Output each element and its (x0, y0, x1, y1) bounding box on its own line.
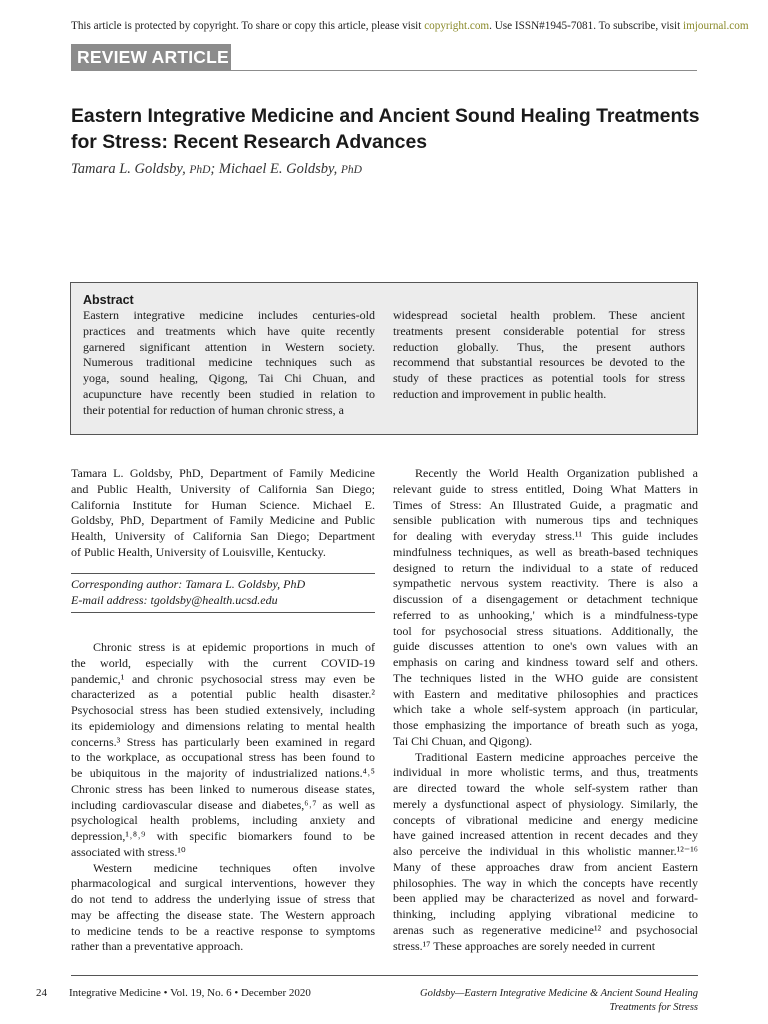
right-body-column (393, 466, 698, 954)
body-line: pandemic,¹ and chronic psychosocial stress may even be (71, 671, 375, 686)
body-line: Chronic stress is at epidemic proportions in much of (93, 640, 375, 654)
article-title (71, 103, 711, 155)
abstract-line: treatments present considerable potential for stress (393, 323, 685, 338)
page-number: 24 (36, 987, 47, 999)
body-line: been applied may be characterized as novel and forward- (393, 891, 698, 906)
body-line: Tai Chi Chuan, and Qigong). (393, 733, 533, 748)
body-line: tool for psychosocial stress situations. Additionally, the (393, 623, 698, 638)
body-line: also perceive the individual in this wholistic manner.¹²⁻¹⁶ (393, 844, 698, 858)
abstract-label: Abstract (83, 293, 134, 307)
subscribe-link[interactable]: imjournal.com (682, 20, 749, 32)
abstract-line: widespread societal health problem. These ancient (393, 308, 685, 322)
body-line: depression,¹˒⁸˒⁹ with specific biomarkers found to be (71, 829, 375, 843)
body-line: referred to as unhooking,' which is a mindfulness-type (393, 607, 698, 622)
body-line: pharmacological and surgical interventions, however they (71, 876, 375, 891)
body-line: which take a whole self-system approach (in particular, (393, 702, 698, 717)
body-line: emphasis on caring and kindness toward self and others. (393, 655, 698, 669)
email-address[interactable]: E-mail address: tgoldsby@health.ucsd.edu (71, 592, 278, 607)
corresponding-info (71, 577, 375, 609)
body-line: Western medicine techniques often involve (93, 860, 375, 875)
journal-info: Integrative Medicine • Vol. 19, No. 6 • December 2020 (69, 987, 311, 999)
header-rule (231, 70, 697, 71)
body-line: thinking, including applying vibrational medicine to (393, 907, 698, 921)
body-line: concepts of vibrational medicine and energy medicine (393, 812, 698, 827)
body-line: associated with stress.¹⁰ (71, 844, 186, 859)
body-line: Traditional Eastern medicine approaches perceive the (415, 749, 698, 764)
body-line: arenas such as regenerative medicine¹² and psychosocial (393, 922, 698, 937)
body-line: Many of these approaches draw from ancient Eastern (393, 859, 698, 874)
body-line: mindfulness techniques, as well as breath-based techniques (393, 544, 698, 559)
corresponding-rule (71, 612, 375, 613)
footer-rule (71, 975, 698, 976)
author-list: Tamara L. Goldsby, PhD; Michael E. Goldsby, PhD (71, 161, 362, 177)
abstract-line: recommend that substantial resources be devoted to the (393, 355, 685, 370)
affiliation-line: and Public Health, University of California San Diego; (71, 481, 375, 496)
body-line: Times of Stress: An Illustrated Guide, a pragmatic and (393, 497, 698, 512)
abstract-line: study of these practices as potential tools for stress (393, 371, 685, 386)
body-line: with Eastern and meditative philosophies and practices (393, 686, 698, 701)
affiliation-line: Health, University of California San Diego; Department (71, 529, 375, 543)
running-title: Goldsby—Eastern Integrative Medicine & Ancient Sound Healing Treatments for Stress (420, 988, 698, 1013)
body-line: guide discusses attention to one's own values with an (393, 639, 698, 654)
body-line: Psychosocial stress has been studied extensively, including (71, 703, 375, 717)
body-line: individual in more wholistic terms, and thus, treatments (393, 765, 698, 780)
body-line: merely a dysfunctional aspect of physiology. Similarly, the (393, 796, 698, 811)
abstract-line: Eastern integrative medicine includes centuries-old (83, 308, 375, 322)
body-line: Chronic stress has been linked to numerous disease states, (71, 781, 375, 796)
body-line: discussion of a disengagement or detachment technique (393, 592, 698, 606)
body-line: do not tend to address the underlying issue of stress that (71, 892, 375, 906)
body-line: to medicine tends to be a reactive response to symptoms (71, 923, 375, 938)
footer-left (36, 987, 311, 999)
abstract-line: practices and treatments which have quite recently (83, 323, 375, 338)
section-banner: REVIEW ARTICLE (71, 44, 231, 71)
body-line: for dealing with everyday stress.¹¹ This guide includes (393, 529, 698, 543)
abstract-right-column (393, 308, 685, 403)
corresponding-author: Corresponding author: Tamara L. Goldsby, PhD (71, 577, 306, 591)
affiliation-rule (71, 573, 375, 574)
abstract-line: garnered significant attention in Western society. (83, 339, 375, 354)
affiliation-line: California Institute for Human Science. Michael E. (71, 497, 375, 512)
body-line: Recently the World Health Organization published a (415, 466, 698, 480)
body-line: to the workplace, as occupational stress has been found to (71, 750, 375, 765)
copyright-notice: This article is protected by copyright. To share or copy this article, please visit copyright.com. Use ISSN#1945-7081. To subscribe, visit imjournal.com (71, 20, 749, 32)
body-line: stress.¹⁷ These approaches are sorely needed in current (393, 938, 656, 953)
abstract-line: reduction and improvement in public health. (393, 386, 607, 401)
affiliation-line: Tamara L. Goldsby, PhD, Department of Family Medicine (71, 466, 375, 480)
abstract-line: reduction globally. Thus, the present authors (393, 339, 685, 354)
body-line: The techniques listed in the WHO guide are consistent (393, 670, 698, 685)
body-line: relevant guide to stress entitled, Doing What Matters in (393, 481, 698, 496)
affiliation-line: of Public Health, University of Louisville, Kentucky. (71, 544, 326, 559)
body-line: may be affecting the disease state. The Western approach (71, 907, 375, 922)
body-line: rather than a preventative approach. (71, 939, 244, 954)
affiliation-line: Goldsby, PhD, Department of Family Medicine and Public (71, 513, 375, 528)
author-affiliations (71, 466, 375, 561)
body-line: including cardiovascular disease and diabetes,⁶˒⁷ as well as (71, 797, 375, 812)
body-line: designed to return the individual to a state of reduced (393, 560, 698, 575)
body-line: sensible publication with numerous tips and techniques (393, 513, 698, 528)
abstract-line: acupuncture have recently been studied in relation to (83, 386, 375, 401)
copyright-link[interactable]: copyright.com (424, 20, 490, 32)
abstract-left-column (83, 308, 375, 419)
title-line-1: Eastern Integrative Medicine and Ancient Sound Healing Treatments (71, 105, 700, 127)
body-line: be ubiquitous in the majority of industrialized nations.⁴˒⁵ (71, 766, 375, 780)
title-line-2: for Stress: Recent Research Advances (71, 131, 428, 153)
abstract-line: their potential for reduction of human chronic stress, a (83, 402, 344, 417)
abstract-line: yoga, sound healing, Qigong, Tai Chi Chuan, and (83, 371, 375, 386)
body-line: have gained increased attention in recent decades and they (393, 828, 698, 843)
body-line: philosophies. The way in which the concepts have recently (393, 875, 698, 890)
body-line: those emphasizing the importance of breath such as yoga, (393, 718, 698, 732)
abstract-line: Numerous traditional medicine techniques such as (83, 355, 375, 370)
body-line: concerns.³ Stress has particularly been examined in regard (71, 734, 375, 749)
body-line: psychological health problems, including anxiety and (71, 813, 375, 828)
body-line: its epidemiology and dimensions relating to mental health (71, 718, 375, 733)
body-line: the world, especially with the current COVID-19 (71, 655, 375, 670)
body-line: sympathetic nervous system reactivity. There is also a (393, 576, 698, 591)
left-body-column (71, 640, 375, 955)
body-line: characterized as a potential public health disaster.² (71, 687, 375, 702)
body-line: are directed toward the whole self-system rather than (393, 781, 698, 795)
